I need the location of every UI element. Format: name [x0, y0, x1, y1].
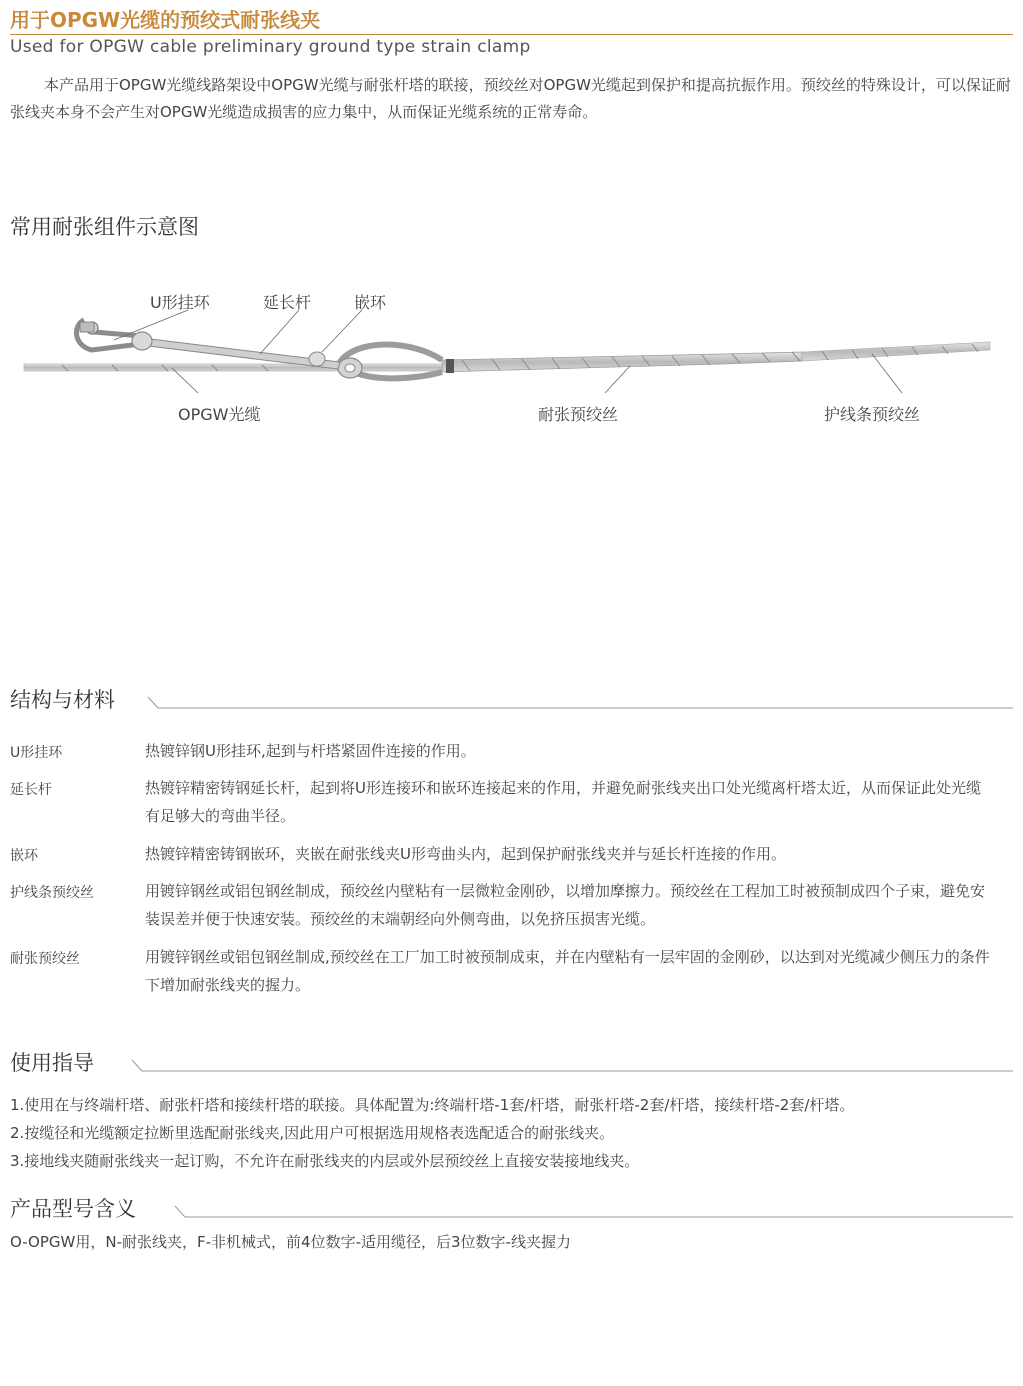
- u-ring-graphic: [76, 320, 152, 350]
- usage-heading-rule: [130, 1059, 1013, 1073]
- intro-paragraph: 本产品用于OPGW光缆线路架设中OPGW光缆与耐张杆塔的联接，预绞丝对OPGW光缆起到保护和提高抗振作用。预绞丝的特殊设计，可以保证耐张线夹本身不会产生对OPGW光缆造成损害的应力集中，从而保证光缆系统的正常寿命。: [10, 76, 1011, 121]
- structure-heading-rule: [146, 696, 1013, 710]
- model-heading: 产品型号含义: [10, 1197, 136, 1221]
- structure-item-name: 延长杆: [10, 782, 52, 798]
- strain-rods-graphic: [442, 352, 802, 372]
- label-u-ring: U形挂环: [150, 293, 210, 312]
- structure-item-desc: 用镀锌钢丝或铝包钢丝制成,预绞丝在工厂加工时被预制成束，并在内壁粘有一层牢固的金刚砂，以达到对光缆减少侧压力的条件下增加耐张线夹的握力。: [145, 948, 990, 994]
- structure-heading: 结构与材料: [10, 688, 115, 712]
- structure-item-desc: 用镀锌钢丝或铝包钢丝制成，预绞丝内壁粘有一层微粒金刚砂，以增加摩擦力。预绞丝在工程加工时被预制成四个子束，避免安装误差并便于快速安装。预绞丝的末端朝经向外侧弯曲，以免挤压损害光缆。: [145, 882, 986, 928]
- structure-item-name: 护线条预绞丝: [10, 885, 94, 901]
- structure-item-name: U形挂环: [10, 745, 63, 761]
- usage-line: 1.使用在与终端杆塔、耐张杆塔和接续杆塔的联接。具体配置为:终端杆塔-1套/杆塔，耐张杆塔-2套/杆塔，接续杆塔-2套/杆塔。: [10, 1096, 855, 1114]
- label-thimble: 嵌环: [354, 293, 387, 312]
- label-extension-rod: 延长杆: [263, 293, 312, 312]
- structure-item-desc: 热镀锌精密铸钢嵌环，夹嵌在耐张线夹U形弯曲头内，起到保护耐张线夹并与延长杆连接的作用。: [145, 845, 786, 863]
- structure-item-desc: 热镀锌钢U形挂环,起到与杆塔紧固件连接的作用。: [145, 742, 476, 760]
- usage-line: 3.接地线夹随耐张线夹一起订购，不允许在耐张线夹的内层或外层预绞丝上直接安装接地线夹。: [10, 1152, 640, 1170]
- armor-rods-graphic: [802, 342, 990, 361]
- model-heading-rule: [173, 1205, 1013, 1219]
- usage-heading: 使用指导: [10, 1051, 94, 1075]
- opgw-cable-graphic: [24, 364, 444, 371]
- page-title: 用于OPGW光缆的预绞式耐张线夹: [10, 8, 321, 32]
- page-subtitle: Used for OPGW cable preliminary ground type strain clamp: [10, 37, 531, 57]
- label-armor-rods: 护线条预绞丝: [824, 405, 921, 424]
- label-opgw-cable: OPGW光缆: [178, 405, 261, 424]
- diagram-heading: 常用耐张组件示意图: [10, 215, 199, 239]
- structure-item-name: 耐张预绞丝: [10, 951, 80, 967]
- structure-item-desc: 热镀锌精密铸钢延长杆，起到将U形连接环和嵌环连接起来的作用，并避免耐张线夹出口处光缆离杆塔太近，从而保证此处光缆有足够大的弯曲半径。: [145, 779, 981, 825]
- model-description: O-OPGW用，N-耐张线夹，F-非机械式，前4位数字-适用缆径，后3位数字-线夹握力: [10, 1233, 571, 1251]
- label-strain-rods: 耐张预绞丝: [538, 405, 619, 424]
- usage-line: 2.按缆径和光缆额定拉断里选配耐张线夹,因此用户可根据选用规格表选配适合的耐张线夹。: [10, 1124, 615, 1142]
- structure-item-name: 嵌环: [10, 848, 38, 864]
- title-divider: [10, 34, 1013, 35]
